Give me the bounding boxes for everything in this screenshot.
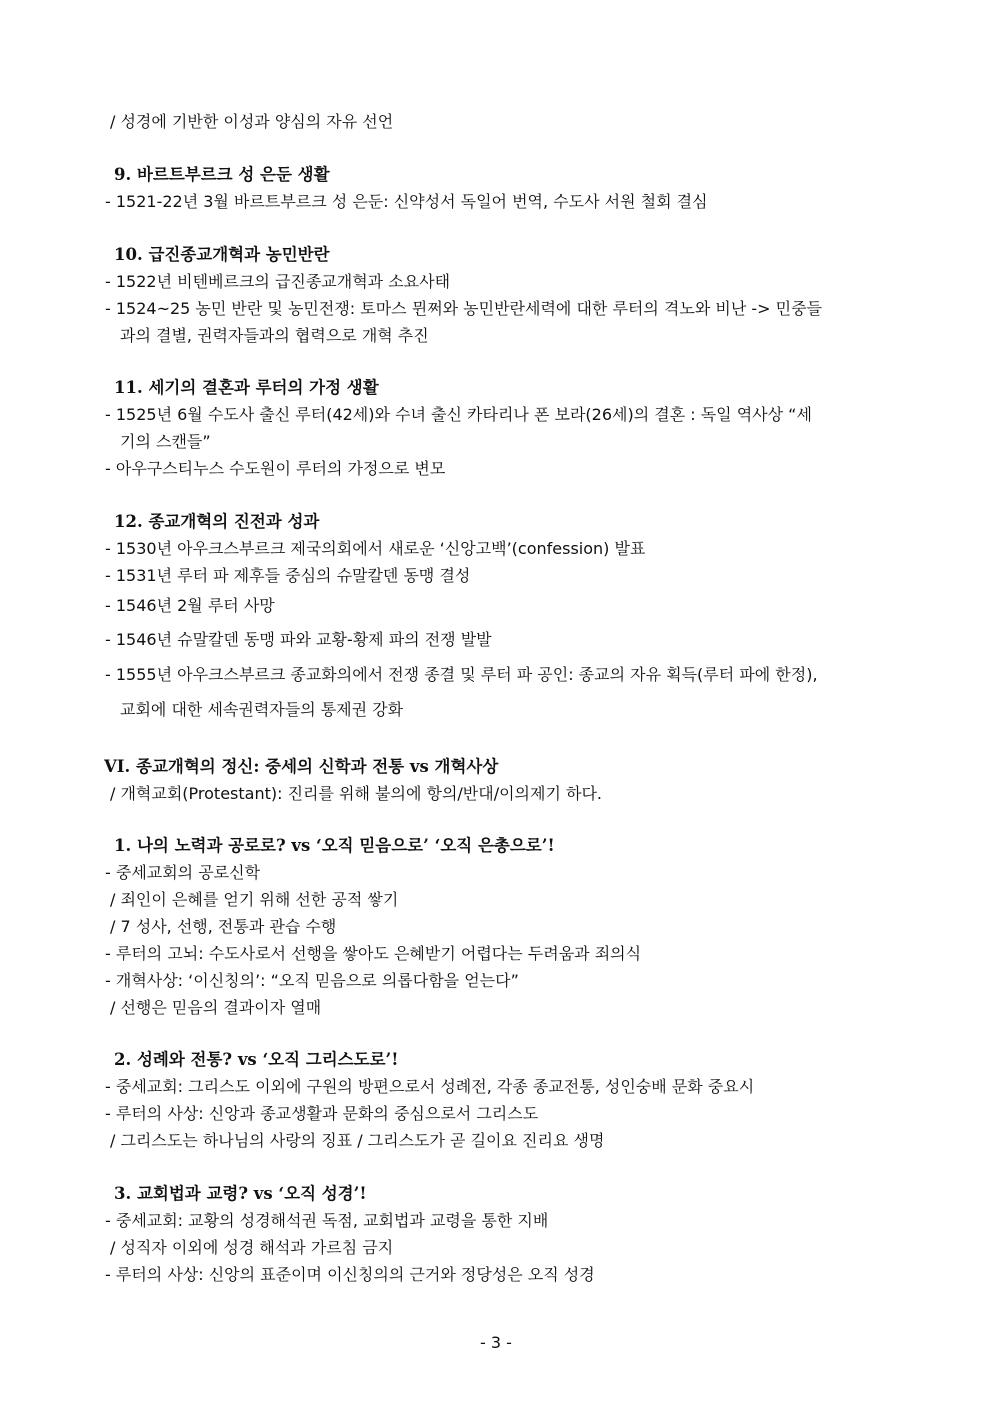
section-12-line-6: 교회에 대한 세속권력자들의 통제권 강화 [120, 700, 404, 719]
section-vi-heading: VI. 종교개혁의 정신: 중세의 신학과 전통 vs 개혁사상 [104, 757, 499, 776]
section-9-line-1: - 1521-22년 3월 바르트부르크 성 은둔: 신약성서 독일어 번역, 수도사 서원 철회 결심 [105, 192, 708, 211]
section-12-line-1: - 1530년 아우크스부르크 제국의회에서 새로운 ‘신앙고백’(confession) 발표 [105, 539, 646, 558]
section-12-line-2: - 1531년 루터 파 제후들 중심의 슈말칼덴 동맹 결성 [105, 566, 471, 585]
section-12-line-3: - 1546년 2월 루터 사망 [105, 596, 275, 615]
section-vi-2-line-3: / 그리스도는 하나님의 사랑의 징표 / 그리스도가 곧 길이요 진리요 생명 [110, 1131, 605, 1150]
intro-line: / 성경에 기반한 이성과 양심의 자유 선언 [110, 112, 394, 131]
section-vi-1-heading: 1. 나의 노력과 공로로? vs ‘오직 믿음으로’ ‘오직 은총으로’! [114, 836, 555, 855]
section-10-line-2: - 1524~25 농민 반란 및 농민전쟁: 토마스 뮌쩌와 농민반란세력에 대한 루터의 격노와 비난 -> 민중들 [105, 299, 822, 318]
section-11-line-3: - 아우구스티누스 수도원이 루터의 가정으로 변모 [105, 459, 446, 478]
section-10-line-3: 과의 결별, 권력자들과의 협력으로 개혁 추진 [120, 326, 429, 345]
section-vi-3-heading: 3. 교회법과 교령? vs ‘오직 성경’! [114, 1184, 367, 1203]
section-vi-2-line-1: - 중세교회: 그리스도 이외에 구원의 방편으로서 성례전, 각종 종교전통, 성인숭배 문화 중요시 [105, 1077, 755, 1096]
section-9-heading: 9. 바르트부르크 성 은둔 생활 [114, 165, 330, 184]
section-vi-3-line-2: / 성직자 이외에 성경 해석과 가르침 금지 [110, 1238, 394, 1257]
section-vi-line-1: / 개혁교회(Protestant): 진리를 위해 불의에 항의/반대/이의제기 하다. [110, 784, 603, 803]
section-11-heading: 11. 세기의 결혼과 루터의 가정 생활 [114, 378, 379, 397]
section-10-heading: 10. 급진종교개혁과 농민반란 [114, 245, 330, 264]
page-number: - 3 - [480, 1333, 512, 1352]
section-vi-1-line-5: - 개혁사상: ‘이신칭의’: “오직 믿음으로 의롭다함을 얻는다” [105, 971, 519, 990]
section-12-heading: 12. 종교개혁의 진전과 성과 [114, 512, 320, 531]
section-vi-3-line-1: - 중세교회: 교황의 성경해석권 독점, 교회법과 교령을 통한 지배 [105, 1211, 549, 1230]
section-11-line-2: 기의 스캔들” [120, 432, 211, 451]
section-10-line-1: - 1522년 비텐베르크의 급진종교개혁과 소요사태 [105, 272, 451, 291]
section-vi-1-line-1: - 중세교회의 공로신학 [105, 863, 261, 882]
section-vi-3-line-3: - 루터의 사상: 신앙의 표준이며 이신칭의의 근거와 정당성은 오직 성경 [105, 1265, 595, 1284]
section-vi-2-line-2: - 루터의 사상: 신앙과 종교생활과 문화의 중심으로서 그리스도 [105, 1104, 539, 1123]
section-vi-2-heading: 2. 성례와 전통? vs ‘오직 그리스도로’! [114, 1050, 399, 1069]
section-vi-1-line-6: / 선행은 믿음의 결과이자 열매 [110, 998, 322, 1017]
section-vi-1-line-4: - 루터의 고뇌: 수도사로서 선행을 쌓아도 은혜받기 어렵다는 두려움과 죄의식 [105, 944, 642, 963]
section-12-line-4: - 1546년 슈말칼덴 동맹 파와 교황-황제 파의 전쟁 발발 [105, 630, 492, 649]
section-vi-1-line-3: / 7 성사, 선행, 전통과 관습 수행 [110, 917, 337, 936]
section-vi-1-line-2: / 죄인이 은혜를 얻기 위해 선한 공적 쌓기 [110, 890, 399, 909]
section-11-line-1: - 1525년 6월 수도사 출신 루터(42세)와 수녀 출신 카타리나 폰 보라(26세)의 결혼 : 독일 역사상 “세 [105, 405, 812, 424]
section-12-line-5: - 1555년 아우크스부르크 종교화의에서 전쟁 종결 및 루터 파 공인: 종교의 자유 획득(루터 파에 한정), [105, 665, 818, 684]
